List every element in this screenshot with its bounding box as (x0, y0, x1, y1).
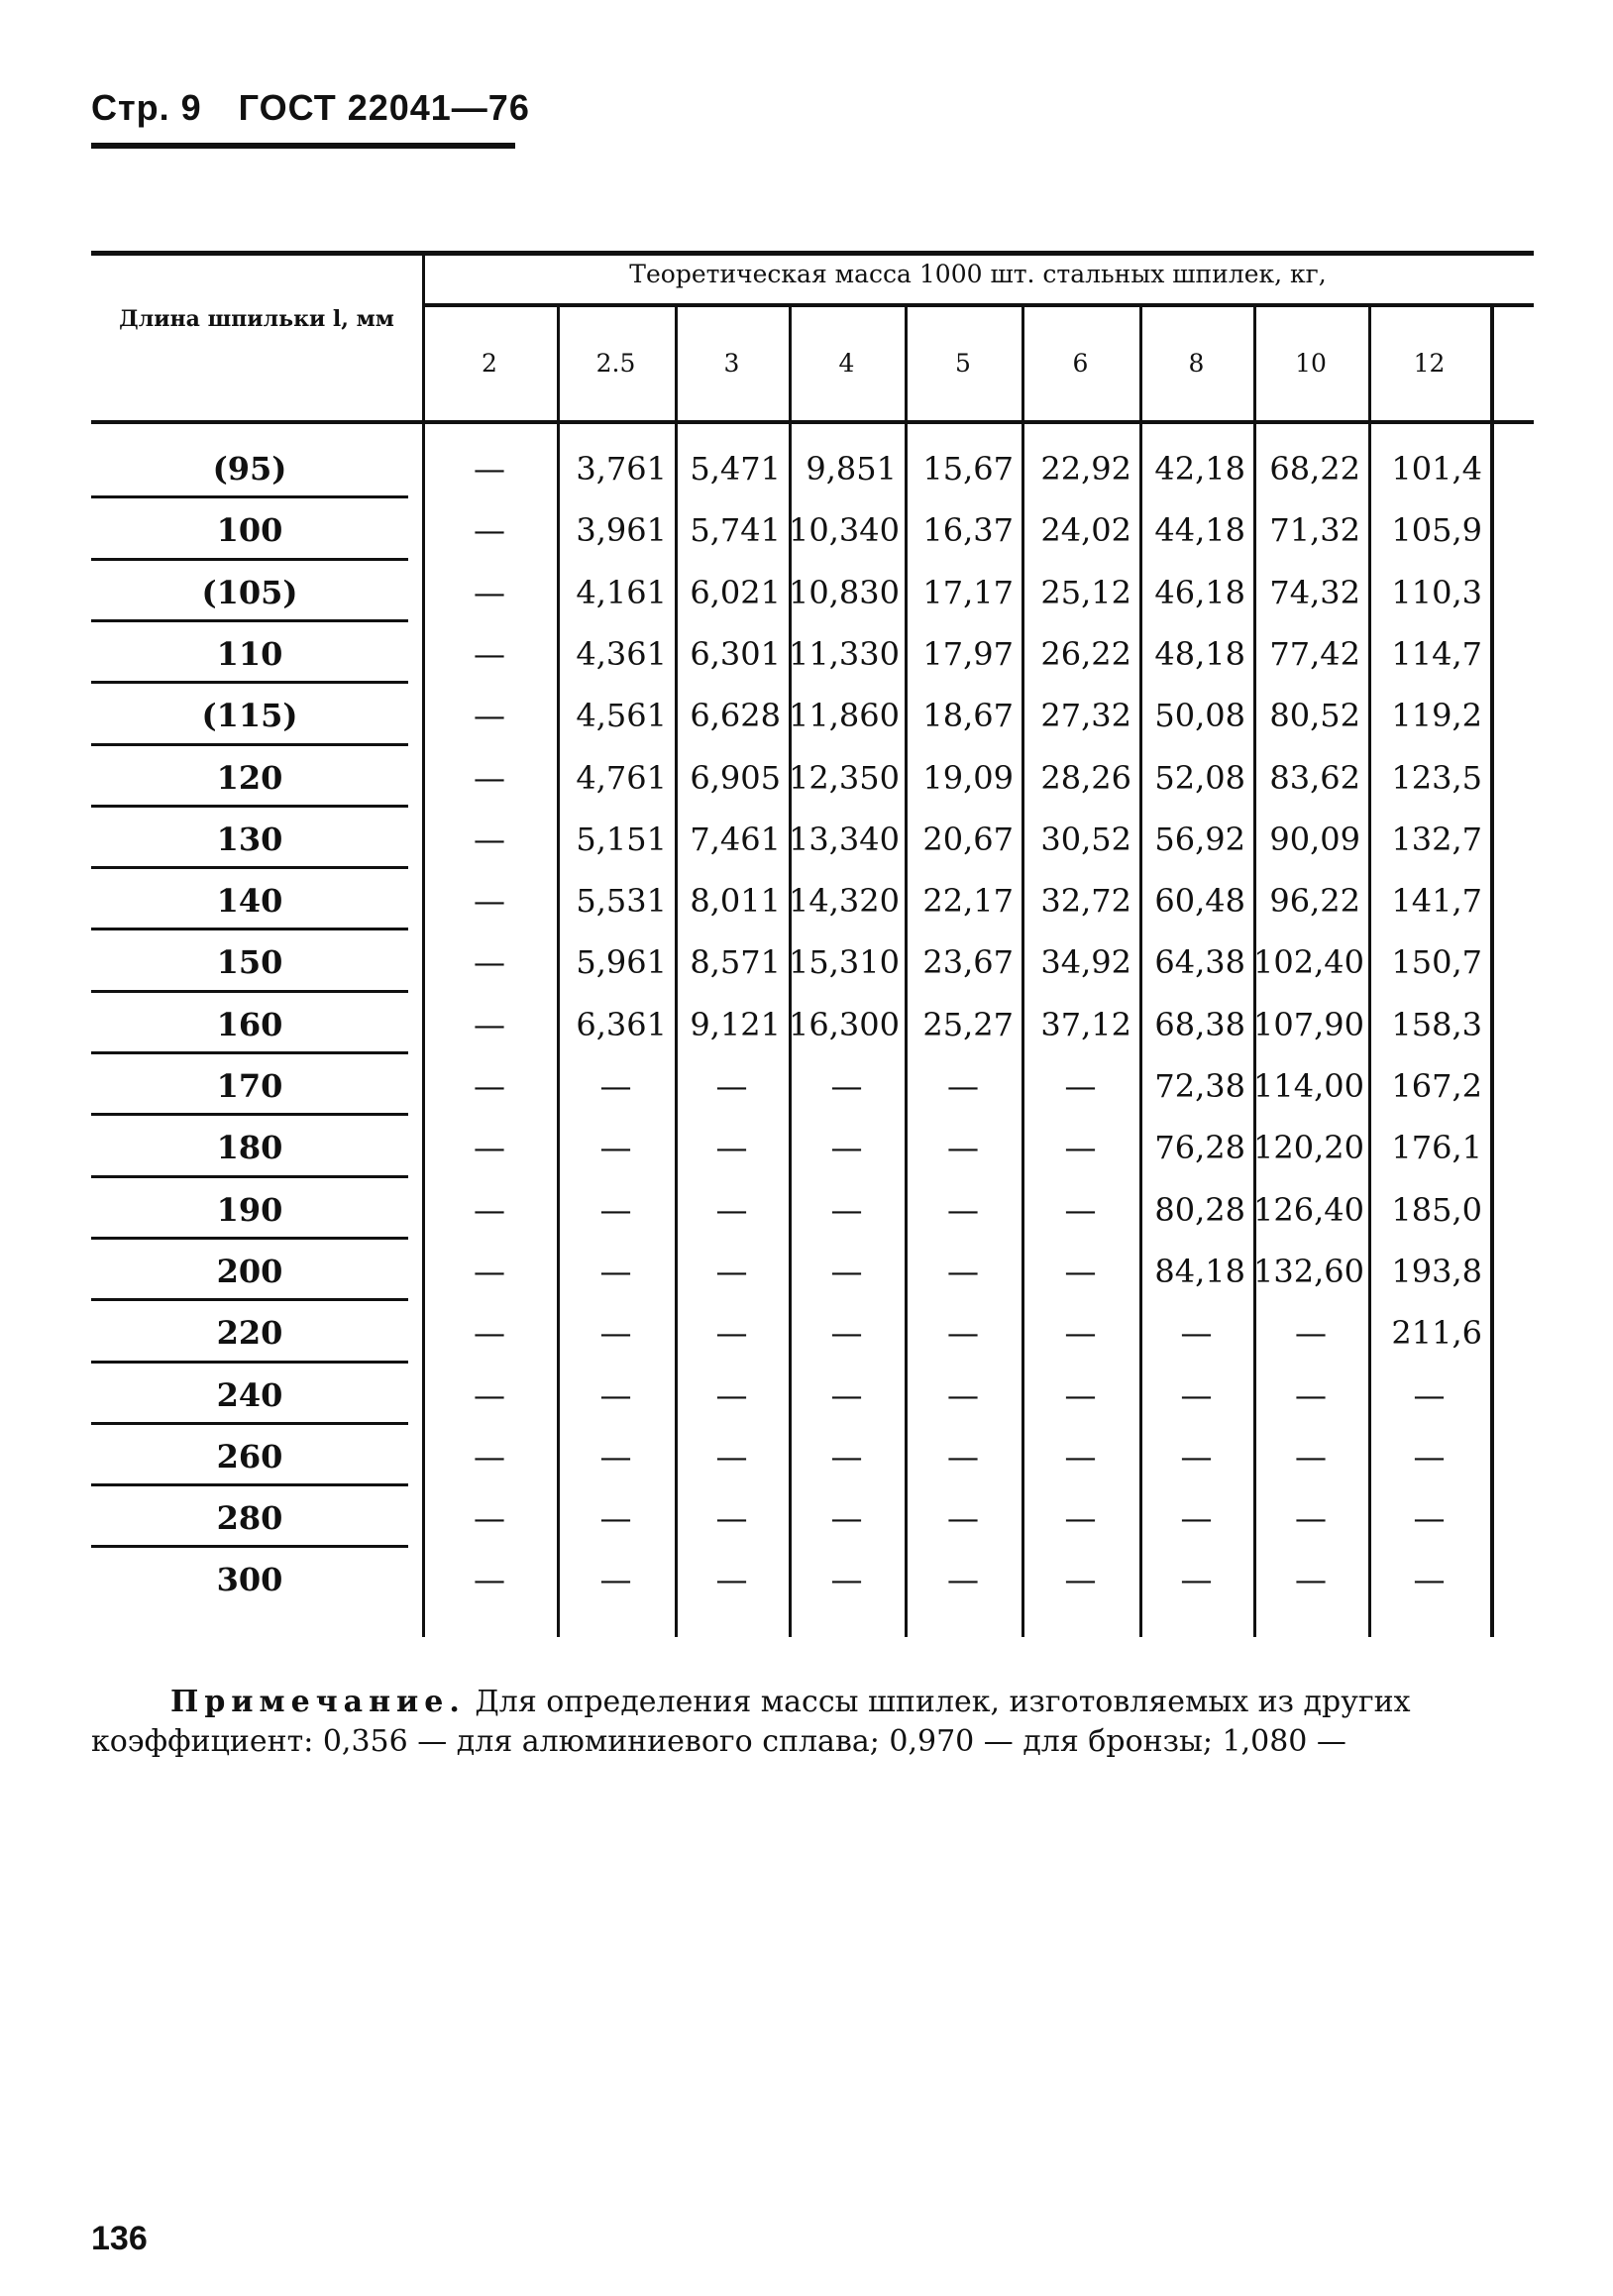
table-cell: — (715, 1499, 748, 1538)
table-cell: — (1180, 1499, 1213, 1538)
table-cell: — (474, 634, 505, 673)
row-rule (91, 1113, 408, 1116)
table-cell: 25,12 (1040, 573, 1131, 611)
table-cell: — (474, 1067, 505, 1105)
table-cell: — (474, 1005, 505, 1043)
group-header-rule (422, 303, 1534, 307)
table-cell: 5,741 (690, 511, 781, 550)
table-cell: 114,00 (1253, 1067, 1364, 1105)
table-cell: 74,32 (1269, 573, 1360, 611)
table-cell: — (1064, 1252, 1097, 1290)
table-cell: 28,26 (1040, 758, 1131, 797)
table-cell: — (1064, 1375, 1097, 1414)
note-text-1: Для определения массы шпилек, изготовляемых из других (475, 1685, 1411, 1719)
table-cell: 96,22 (1269, 882, 1360, 921)
table-cell: — (474, 1190, 505, 1229)
row-label: (115) (201, 697, 298, 735)
table-cell: — (947, 1129, 979, 1167)
row-label: 130 (216, 820, 283, 858)
table-cell: — (947, 1499, 979, 1538)
note-title: Примечание. (170, 1685, 466, 1719)
table-cell: 193,8 (1391, 1252, 1482, 1290)
table-cell: — (715, 1375, 748, 1414)
table-cell: — (1180, 1375, 1213, 1414)
table-cell: 60,48 (1154, 882, 1245, 921)
table-cell: 120,20 (1253, 1129, 1364, 1167)
row-label: 200 (216, 1252, 283, 1290)
group-header: Теоретическая масса 1000 шт. стальных шпилек, кг, (629, 260, 1327, 288)
table-cell: — (1064, 1190, 1097, 1229)
table-cell: — (599, 1252, 632, 1290)
table-cell: — (599, 1499, 632, 1538)
table-cell: — (599, 1314, 632, 1353)
table-cell: — (947, 1314, 979, 1353)
table-cell: 211,6 (1391, 1314, 1482, 1353)
row-rule (91, 743, 408, 746)
table-cell: — (715, 1067, 748, 1105)
table-cell: 72,38 (1154, 1067, 1245, 1105)
row-rule (91, 1545, 408, 1548)
table-cell: 15,310 (789, 943, 900, 982)
header-underline (91, 143, 515, 149)
table-cell: 80,28 (1154, 1190, 1245, 1229)
standard-label: ГОСТ 22041—76 (238, 87, 530, 128)
table-cell: 9,121 (690, 1005, 781, 1043)
table-cell: — (474, 943, 505, 982)
table-cell: — (599, 1437, 632, 1476)
row-rule (91, 990, 408, 993)
table-cell: 77,42 (1269, 634, 1360, 673)
row-label: 160 (216, 1005, 283, 1043)
column-header: 2.5 (595, 349, 636, 378)
row-rule (91, 1298, 408, 1301)
row-rule (91, 558, 408, 561)
table-cell: 16,300 (789, 1005, 900, 1043)
table-cell: 84,18 (1154, 1252, 1245, 1290)
table-cell: — (474, 1252, 505, 1290)
table-cell: — (1413, 1437, 1446, 1476)
table-cell: — (1064, 1561, 1097, 1599)
row-rule (91, 619, 408, 622)
row-rule (91, 1051, 408, 1054)
row-rule (91, 928, 408, 930)
table-cell: — (599, 1561, 632, 1599)
table-cell: — (947, 1252, 979, 1290)
row-label: 110 (216, 634, 283, 673)
table-cell: 17,97 (922, 634, 1014, 673)
table-cell: — (1064, 1314, 1097, 1353)
table-cell: 176,1 (1391, 1129, 1482, 1167)
column-header: 4 (838, 349, 855, 378)
table-cell: — (830, 1190, 863, 1229)
table-cell: 30,52 (1040, 820, 1131, 858)
table-cell: 13,340 (789, 820, 900, 858)
column-header: 12 (1413, 349, 1446, 378)
table-cell: 37,12 (1040, 1005, 1131, 1043)
table-cell: 10,340 (789, 511, 900, 550)
row-rule (91, 1175, 408, 1178)
table-cell: — (1295, 1375, 1327, 1414)
table-cell: 44,18 (1154, 511, 1245, 550)
table-cell: — (599, 1375, 632, 1414)
table-cell: — (715, 1437, 748, 1476)
row-rule (91, 805, 408, 808)
table-cell: 14,320 (789, 882, 900, 921)
table-cell: 50,08 (1154, 697, 1245, 735)
table-cell: — (474, 573, 505, 611)
table-cell: 3,761 (576, 450, 667, 488)
table-cell: 141,7 (1391, 882, 1482, 921)
table-cell: — (1295, 1561, 1327, 1599)
table-cell: 5,151 (576, 820, 667, 858)
table-cell: 22,92 (1040, 450, 1131, 488)
table-top-rule (91, 251, 1534, 256)
table-cell: 80,52 (1269, 697, 1360, 735)
table-cell: — (947, 1561, 979, 1599)
table-cell: — (715, 1314, 748, 1353)
row-label: 300 (216, 1561, 283, 1599)
table-cell: 11,330 (789, 634, 900, 673)
table-cell: — (474, 1314, 505, 1353)
column-header: 6 (1072, 349, 1089, 378)
page-label: Стр. 9 (91, 87, 202, 128)
table-cell: 6,905 (690, 758, 781, 797)
table-cell: — (474, 1375, 505, 1414)
row-label: 120 (216, 758, 283, 797)
row-label: 260 (216, 1437, 283, 1476)
table-cell: 52,08 (1154, 758, 1245, 797)
table-cell: 26,22 (1040, 634, 1131, 673)
table-cell: — (1180, 1561, 1213, 1599)
table-cell: 20,67 (922, 820, 1014, 858)
table-cell: 8,011 (690, 882, 781, 921)
table-cell: — (1295, 1314, 1327, 1353)
table-cell: 6,021 (690, 573, 781, 611)
table-cell: — (947, 1190, 979, 1229)
table-cell: — (1064, 1067, 1097, 1105)
page-number: 136 (91, 2220, 148, 2257)
row-rule (91, 1483, 408, 1486)
table-cell: 5,531 (576, 882, 667, 921)
column-header: 3 (723, 349, 740, 378)
table-cell: 34,92 (1040, 943, 1131, 982)
table-cell: — (474, 511, 505, 550)
table-cell: — (474, 1437, 505, 1476)
table-cell: — (830, 1561, 863, 1599)
table-cell: 24,02 (1040, 511, 1131, 550)
table-cell: 167,2 (1391, 1067, 1482, 1105)
table-cell: 110,3 (1391, 573, 1482, 611)
table-cell: — (1295, 1437, 1327, 1476)
table-cell: 4,361 (576, 634, 667, 673)
table-cell: 123,5 (1391, 758, 1482, 797)
column-header: 8 (1188, 349, 1205, 378)
table-cell: — (715, 1252, 748, 1290)
table-cell: 6,301 (690, 634, 781, 673)
table-cell: 114,7 (1391, 634, 1482, 673)
table-cell: — (474, 882, 505, 921)
table-cell: — (1064, 1129, 1097, 1167)
table-cell: — (947, 1067, 979, 1105)
row-label: (105) (201, 573, 298, 611)
table-cell: 3,961 (576, 511, 667, 550)
table-cell: — (1295, 1499, 1327, 1538)
table-cell: 185,0 (1391, 1190, 1482, 1229)
table-cell: 4,761 (576, 758, 667, 797)
table-cell: 19,09 (922, 758, 1014, 797)
table-cell: 6,361 (576, 1005, 667, 1043)
table-cell: 8,571 (690, 943, 781, 982)
row-rule (91, 1361, 408, 1364)
table-cell: 25,27 (922, 1005, 1014, 1043)
table-cell: 150,7 (1391, 943, 1482, 982)
table-cell: 68,22 (1269, 450, 1360, 488)
table-cell: — (474, 1561, 505, 1599)
table-cell: 23,67 (922, 943, 1014, 982)
row-rule (91, 866, 408, 869)
row-rule (91, 1422, 408, 1425)
table-cell: 102,40 (1253, 943, 1364, 982)
table-cell: 16,37 (922, 511, 1014, 550)
table-cell: — (947, 1375, 979, 1414)
table-cell: 6,628 (690, 697, 781, 735)
row-label: 170 (216, 1067, 283, 1105)
table-cell: 46,18 (1154, 573, 1245, 611)
table-cell: 9,851 (806, 450, 897, 488)
table-cell: 4,561 (576, 697, 667, 735)
table-cell: — (474, 820, 505, 858)
table-cell: — (1413, 1499, 1446, 1538)
table-cell: 64,38 (1154, 943, 1245, 982)
column-header: 10 (1295, 349, 1327, 378)
stub-header: Длина шпильки l, мм (119, 306, 394, 332)
table-cell: 32,72 (1040, 882, 1131, 921)
row-label: 180 (216, 1129, 283, 1167)
table-cell: — (599, 1129, 632, 1167)
table-cell: — (830, 1375, 863, 1414)
table-cell: 5,471 (690, 450, 781, 488)
table-cell: 158,3 (1391, 1005, 1482, 1043)
table-cell: 56,92 (1154, 820, 1245, 858)
table-cell: — (1064, 1437, 1097, 1476)
row-rule (91, 681, 408, 684)
table-cell: 7,461 (690, 820, 781, 858)
table-cell: 4,161 (576, 573, 667, 611)
note-text-2: коэффициент: 0,356 — для алюминиевого сплава; 0,970 — для бронзы; 1,080 — (91, 1724, 1346, 1759)
table-cell: — (1180, 1437, 1213, 1476)
table-cell: — (474, 1129, 505, 1167)
table-cell: 105,9 (1391, 511, 1482, 550)
table-cell: 76,28 (1154, 1129, 1245, 1167)
row-label: 190 (216, 1190, 283, 1229)
table-cell: — (599, 1190, 632, 1229)
table-cell: 68,38 (1154, 1005, 1245, 1043)
table-cell: 126,40 (1253, 1190, 1364, 1229)
table-cell: 18,67 (922, 697, 1014, 735)
table-cell: 10,830 (789, 573, 900, 611)
row-label: 140 (216, 882, 283, 921)
table-cell: 132,60 (1253, 1252, 1364, 1290)
row-label: 240 (216, 1375, 283, 1414)
row-label: 100 (216, 511, 283, 550)
table-cell: 101,4 (1391, 450, 1482, 488)
table-cell: — (474, 450, 505, 488)
note-line-1 (91, 1685, 1518, 1719)
table-cell: — (474, 1499, 505, 1538)
page-header (91, 87, 556, 129)
row-label: 280 (216, 1499, 283, 1538)
table-cell: — (715, 1561, 748, 1599)
table-cell: 11,860 (789, 697, 900, 735)
table-cell: — (474, 758, 505, 797)
table-cell: — (830, 1499, 863, 1538)
table-cell: 119,2 (1391, 697, 1482, 735)
table-cell: — (715, 1129, 748, 1167)
table-cell: — (830, 1067, 863, 1105)
header-bottom-rule (91, 420, 1534, 424)
table-cell: — (599, 1067, 632, 1105)
table-cell: — (1180, 1314, 1213, 1353)
table-cell: 5,961 (576, 943, 667, 982)
row-rule (91, 495, 408, 498)
table-cell: 22,17 (922, 882, 1014, 921)
table-cell: — (1413, 1561, 1446, 1599)
table-cell: 71,32 (1269, 511, 1360, 550)
table-cell: — (474, 697, 505, 735)
table-cell: — (830, 1314, 863, 1353)
table-cell: — (1064, 1499, 1097, 1538)
table-cell: 42,18 (1154, 450, 1245, 488)
table-cell: 48,18 (1154, 634, 1245, 673)
column-header: 2 (482, 349, 497, 378)
table-cell: 83,62 (1269, 758, 1360, 797)
row-rule (91, 1237, 408, 1240)
table-cell: — (830, 1437, 863, 1476)
row-label: 220 (216, 1314, 283, 1353)
table-cell: 15,67 (922, 450, 1014, 488)
table-cell: 17,17 (922, 573, 1014, 611)
row-label: (95) (212, 450, 287, 488)
table-cell: — (830, 1252, 863, 1290)
column-divider (1490, 305, 1494, 1637)
table-cell: — (1413, 1375, 1446, 1414)
table-cell: — (830, 1129, 863, 1167)
table-cell: 12,350 (789, 758, 900, 797)
table-cell: 132,7 (1391, 820, 1482, 858)
column-header: 5 (955, 349, 971, 378)
row-label: 150 (216, 943, 283, 982)
table-cell: 90,09 (1269, 820, 1360, 858)
table-cell: — (947, 1437, 979, 1476)
table-cell: — (715, 1190, 748, 1229)
table-cell: 107,90 (1253, 1005, 1364, 1043)
table-cell: 27,32 (1040, 697, 1131, 735)
